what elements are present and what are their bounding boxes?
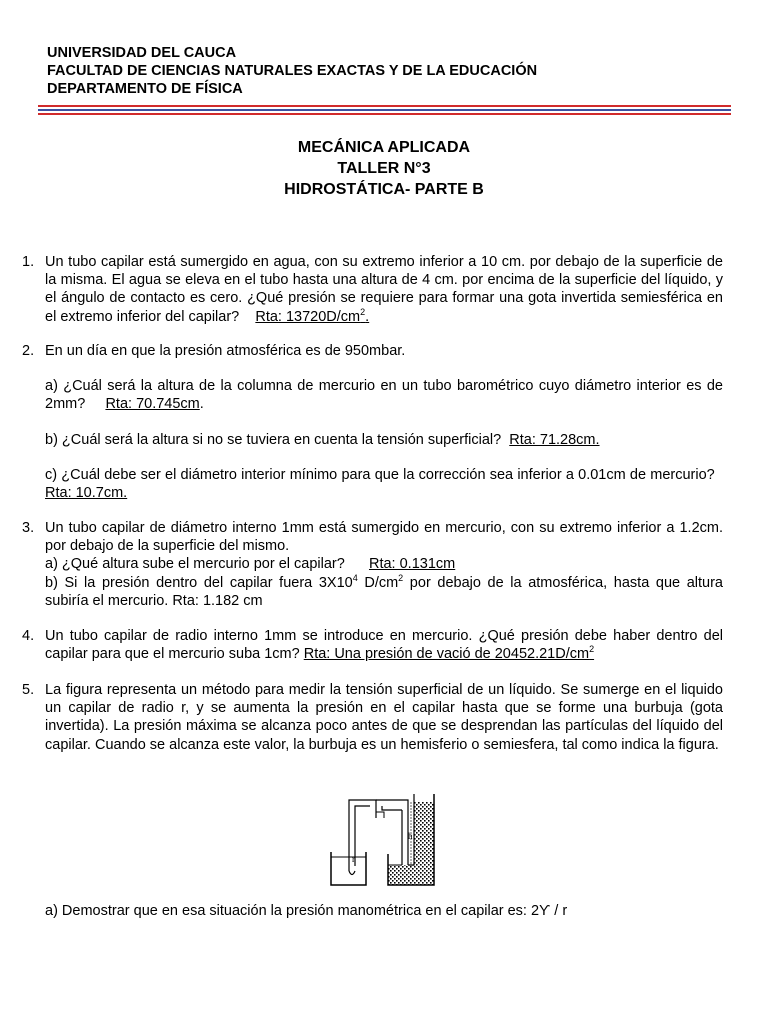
manometer-base-mercury [388, 865, 434, 885]
header-rule-red-top [38, 105, 731, 107]
exercise-5-text: La figura representa un método para medir la tensión superficial de un líquido. Se sumerge en el liquido un capilar de radio r, y se aumenta la presión en el capilar hasta que se forme una burbuja (gota invertida). La presión máxima se alcanza poco antes de que se desprendan las partículas del líquido del capilar. Cuando se alcanza este valor, la burbuja es un hemisferio o semiesfera, tal como indica la figura. [45, 682, 723, 753]
header-rule-red-bottom [38, 113, 731, 115]
exercise-2-intro: En un día en que la presión atmosférica es de 950mbar. [45, 343, 406, 359]
exercise-2c-answer: Rta: 10.7cm. [45, 485, 128, 502]
department-name: DEPARTAMENTO DE FÍSICA [47, 81, 243, 97]
exercise-4-number: 4. [22, 628, 35, 644]
capillary-manometer-figure [328, 792, 438, 888]
exercise-3a [45, 555, 723, 573]
exercise-3-text: Un tubo capilar de diámetro interno 1mm está sumergido en mercurio, con su extremo inferior a 1.2cm. por debajo de la superficie del mismo. [45, 520, 723, 555]
exercise-2-number: 2. [22, 343, 35, 359]
header-rule-blue [38, 109, 731, 111]
exercise-3b: b) Si la presión dentro del capilar fuera $3X10^4$ $D/cm^2$ por debajo de la atmosférica, hasta que altura subiría el mercurio. Rta: 1.182 cm [45, 572, 723, 609]
exercise-5-number: 5. [22, 682, 35, 698]
institution-header [47, 44, 537, 98]
exercise-1-text: Un tubo capilar está sumergido en agua, con su extremo inferior a 10 cm. por debajo de la superficie de la misma. El agua se eleva en el tubo hasta una altura de 4 cm. por encima de la superficie del líquido, y el ángulo de contacto es cero. ¿Qué presión se requiere para formar una gota invertida semiesférica en el extremo inferior del capilar? [45, 254, 723, 325]
document-title [0, 137, 768, 200]
exercise-1-number: 1. [22, 254, 35, 270]
exercise-2a: a) ¿Cuál será la altura de la columna de mercurio en un tubo barométrico cuyo diámetro interior es de 2mm? Rta: 70.745cm. [45, 378, 723, 413]
figure-label-r: r [352, 854, 355, 864]
exercise-2c-text: c) ¿Cuál debe ser el diámetro interior mínimo para que la corrección sea inferior a 0.01cm de mercurio? [45, 467, 715, 483]
exercise-2a-text: a) ¿Cuál será la altura de la columna de mercurio en un tubo barométrico cuyo diámetro interior es de 2mm? [45, 378, 723, 413]
university-name: UNIVERSIDAD DEL CAUCA [47, 45, 237, 61]
figure-label-h: h [408, 831, 413, 841]
workshop-number: TALLER N°3 [337, 160, 431, 177]
capillary-stem [376, 812, 384, 818]
exercise-3a-answer: Rta: 0.131cm [368, 556, 456, 573]
exercise-3 [45, 519, 723, 610]
exercise-2b-text: b) ¿Cuál será la altura si no se tuviera en cuenta la tensión superficial? [45, 432, 502, 448]
exercise-2c [45, 466, 723, 502]
exercise-3-number: 3. [22, 520, 35, 536]
manometer-right-column [414, 802, 434, 872]
exercise-4 [45, 627, 723, 663]
exercise-4-text: Un tubo capilar de radio interno 1mm se introduce en mercurio. ¿Qué presión debe haber dentro del capilar para que el mercurio suba 1cm? [45, 628, 723, 663]
exercise-5a: a) Demostrar que en esa situación la presión manométrica en el capilar es: 2ϒ / r [45, 903, 568, 919]
exercise-4-answer: Rta: Una presión de vació de $20452.21D/cm^2$ [303, 644, 595, 663]
exercise-1-answer: Rta: $13720D/cm^2$. [255, 306, 370, 325]
exercise-3a-text: a) ¿Qué altura sube el mercurio por el capilar? [45, 556, 345, 573]
exercise-1 [45, 253, 723, 326]
workshop-topic: HIDROSTÁTICA- PARTE B [284, 181, 484, 198]
exercise-2b-answer: Rta: 71.28cm. [509, 432, 600, 448]
faculty-name: FACULTAD DE CIENCIAS NATURALES EXACTAS Y DE LA EDUCACIÓN [47, 63, 538, 79]
exercise-2a-answer: Rta: 70.745cm [105, 396, 200, 413]
exercise-2b [45, 431, 723, 449]
course-title: MECÁNICA APLICADA [297, 139, 471, 156]
connection-tube [382, 806, 402, 810]
